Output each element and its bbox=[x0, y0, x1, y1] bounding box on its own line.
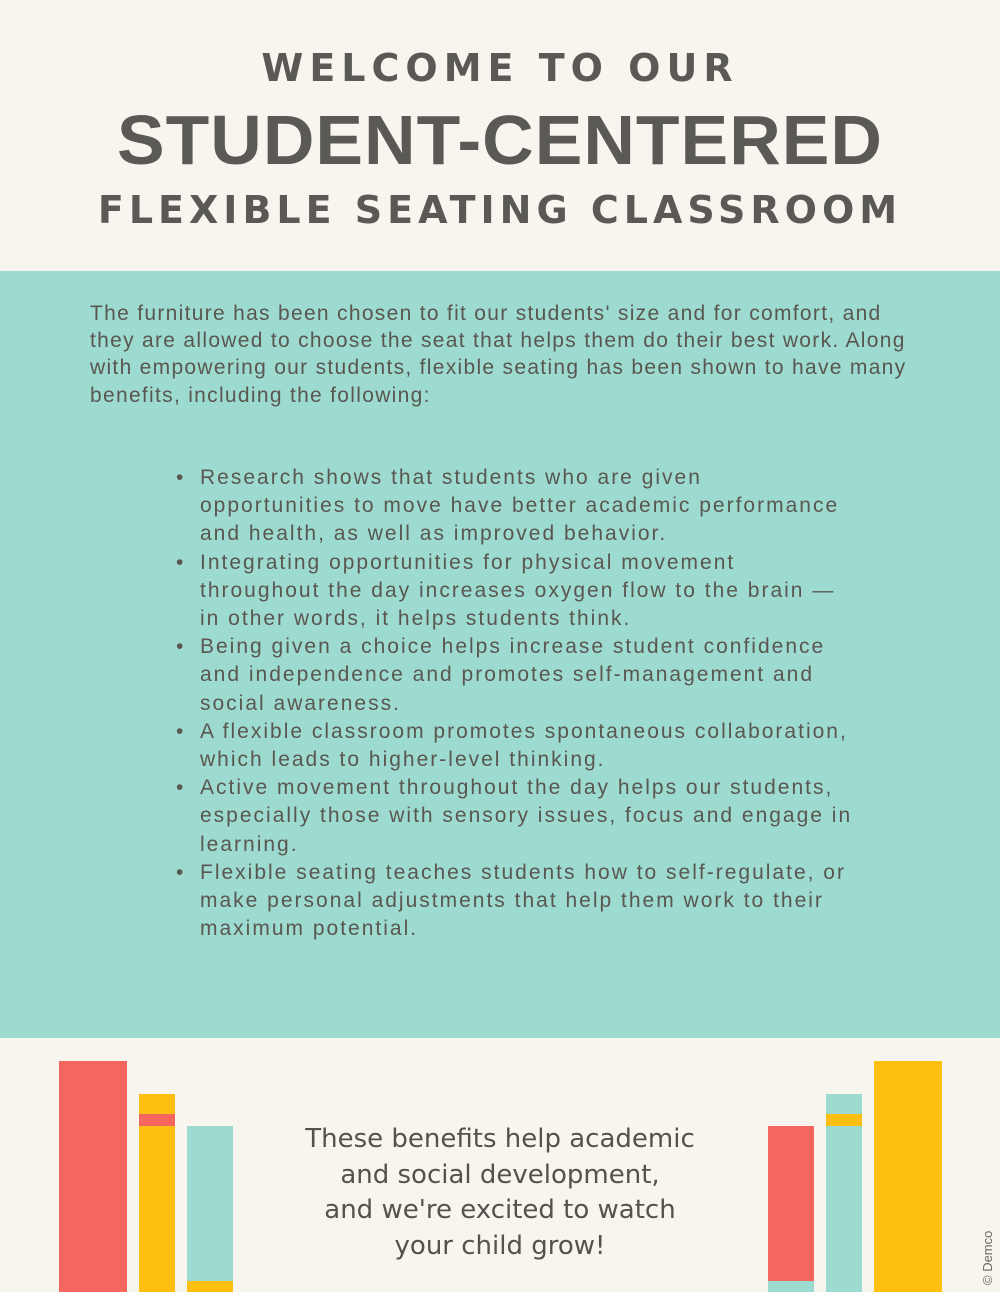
bullet-icon: • bbox=[176, 776, 186, 800]
closing-line: and we're excited to watch bbox=[324, 1195, 676, 1225]
list-item bbox=[174, 464, 854, 549]
list-item bbox=[174, 774, 854, 859]
book-stripe bbox=[139, 1114, 175, 1126]
closing-message bbox=[270, 1122, 730, 1264]
book-yellow-icon bbox=[139, 1094, 175, 1292]
book-teal-icon bbox=[187, 1126, 233, 1292]
bullet-icon: • bbox=[176, 466, 186, 489]
bullet-icon: • bbox=[176, 550, 186, 574]
book-base bbox=[768, 1281, 814, 1292]
benefit-text: Research shows that students who are given opportunities to move have better academic performance and health, as well as improved behavior. bbox=[200, 466, 840, 546]
closing-line: These benefits help academic bbox=[305, 1124, 695, 1154]
bullet-icon: • bbox=[176, 719, 186, 743]
bullet-icon: • bbox=[176, 635, 186, 659]
book-red-icon bbox=[59, 1061, 127, 1292]
title-line-flexible-seating: FLEXIBLE SEATING CLASSROOM bbox=[97, 188, 903, 232]
book-yellow-icon bbox=[874, 1061, 942, 1292]
benefit-text: Integrating opportunities for physical movement throughout the day increases oxygen flow to the brain — in other words, it helps students think. bbox=[200, 550, 836, 631]
list-item bbox=[174, 859, 854, 944]
benefit-text: A flexible classroom promotes spontaneous collaboration, which leads to higher-level thinking. bbox=[200, 719, 848, 772]
closing-line: and social development, bbox=[340, 1159, 660, 1190]
copyright-credit: © Demco bbox=[980, 1230, 995, 1285]
bullet-icon: • bbox=[176, 860, 186, 884]
benefits-list bbox=[174, 464, 854, 943]
closing-line: your child grow! bbox=[394, 1230, 606, 1261]
book-stripe bbox=[826, 1114, 862, 1126]
book-base bbox=[187, 1281, 233, 1292]
list-item bbox=[174, 633, 854, 718]
header bbox=[0, 0, 1000, 271]
intro-paragraph: The furniture has been chosen to fit our students' size and for comfort, and they are allowed to choose the seat that helps them do their best work. Along with empowering our students, flexible seating has been shown to have many benefits, including the following: bbox=[90, 302, 907, 407]
list-item bbox=[174, 549, 854, 634]
title-line-student-centered: STUDENT-CENTERED bbox=[116, 101, 884, 179]
list-item bbox=[174, 718, 854, 774]
title-line-welcome: WELCOME TO OUR bbox=[261, 46, 739, 90]
book-teal-icon bbox=[826, 1094, 862, 1292]
benefit-text: Active movement throughout the day helps our students, especially those with sensory issues, focus and engage in learning. bbox=[200, 776, 853, 856]
book-red-icon bbox=[768, 1126, 814, 1292]
benefit-text: Flexible seating teaches students how to self-regulate, or make personal adjustments that help them work to their maximum potential. bbox=[200, 860, 846, 941]
benefit-text: Being given a choice helps increase student confidence and independence and promotes self-management and social awareness. bbox=[200, 635, 826, 715]
